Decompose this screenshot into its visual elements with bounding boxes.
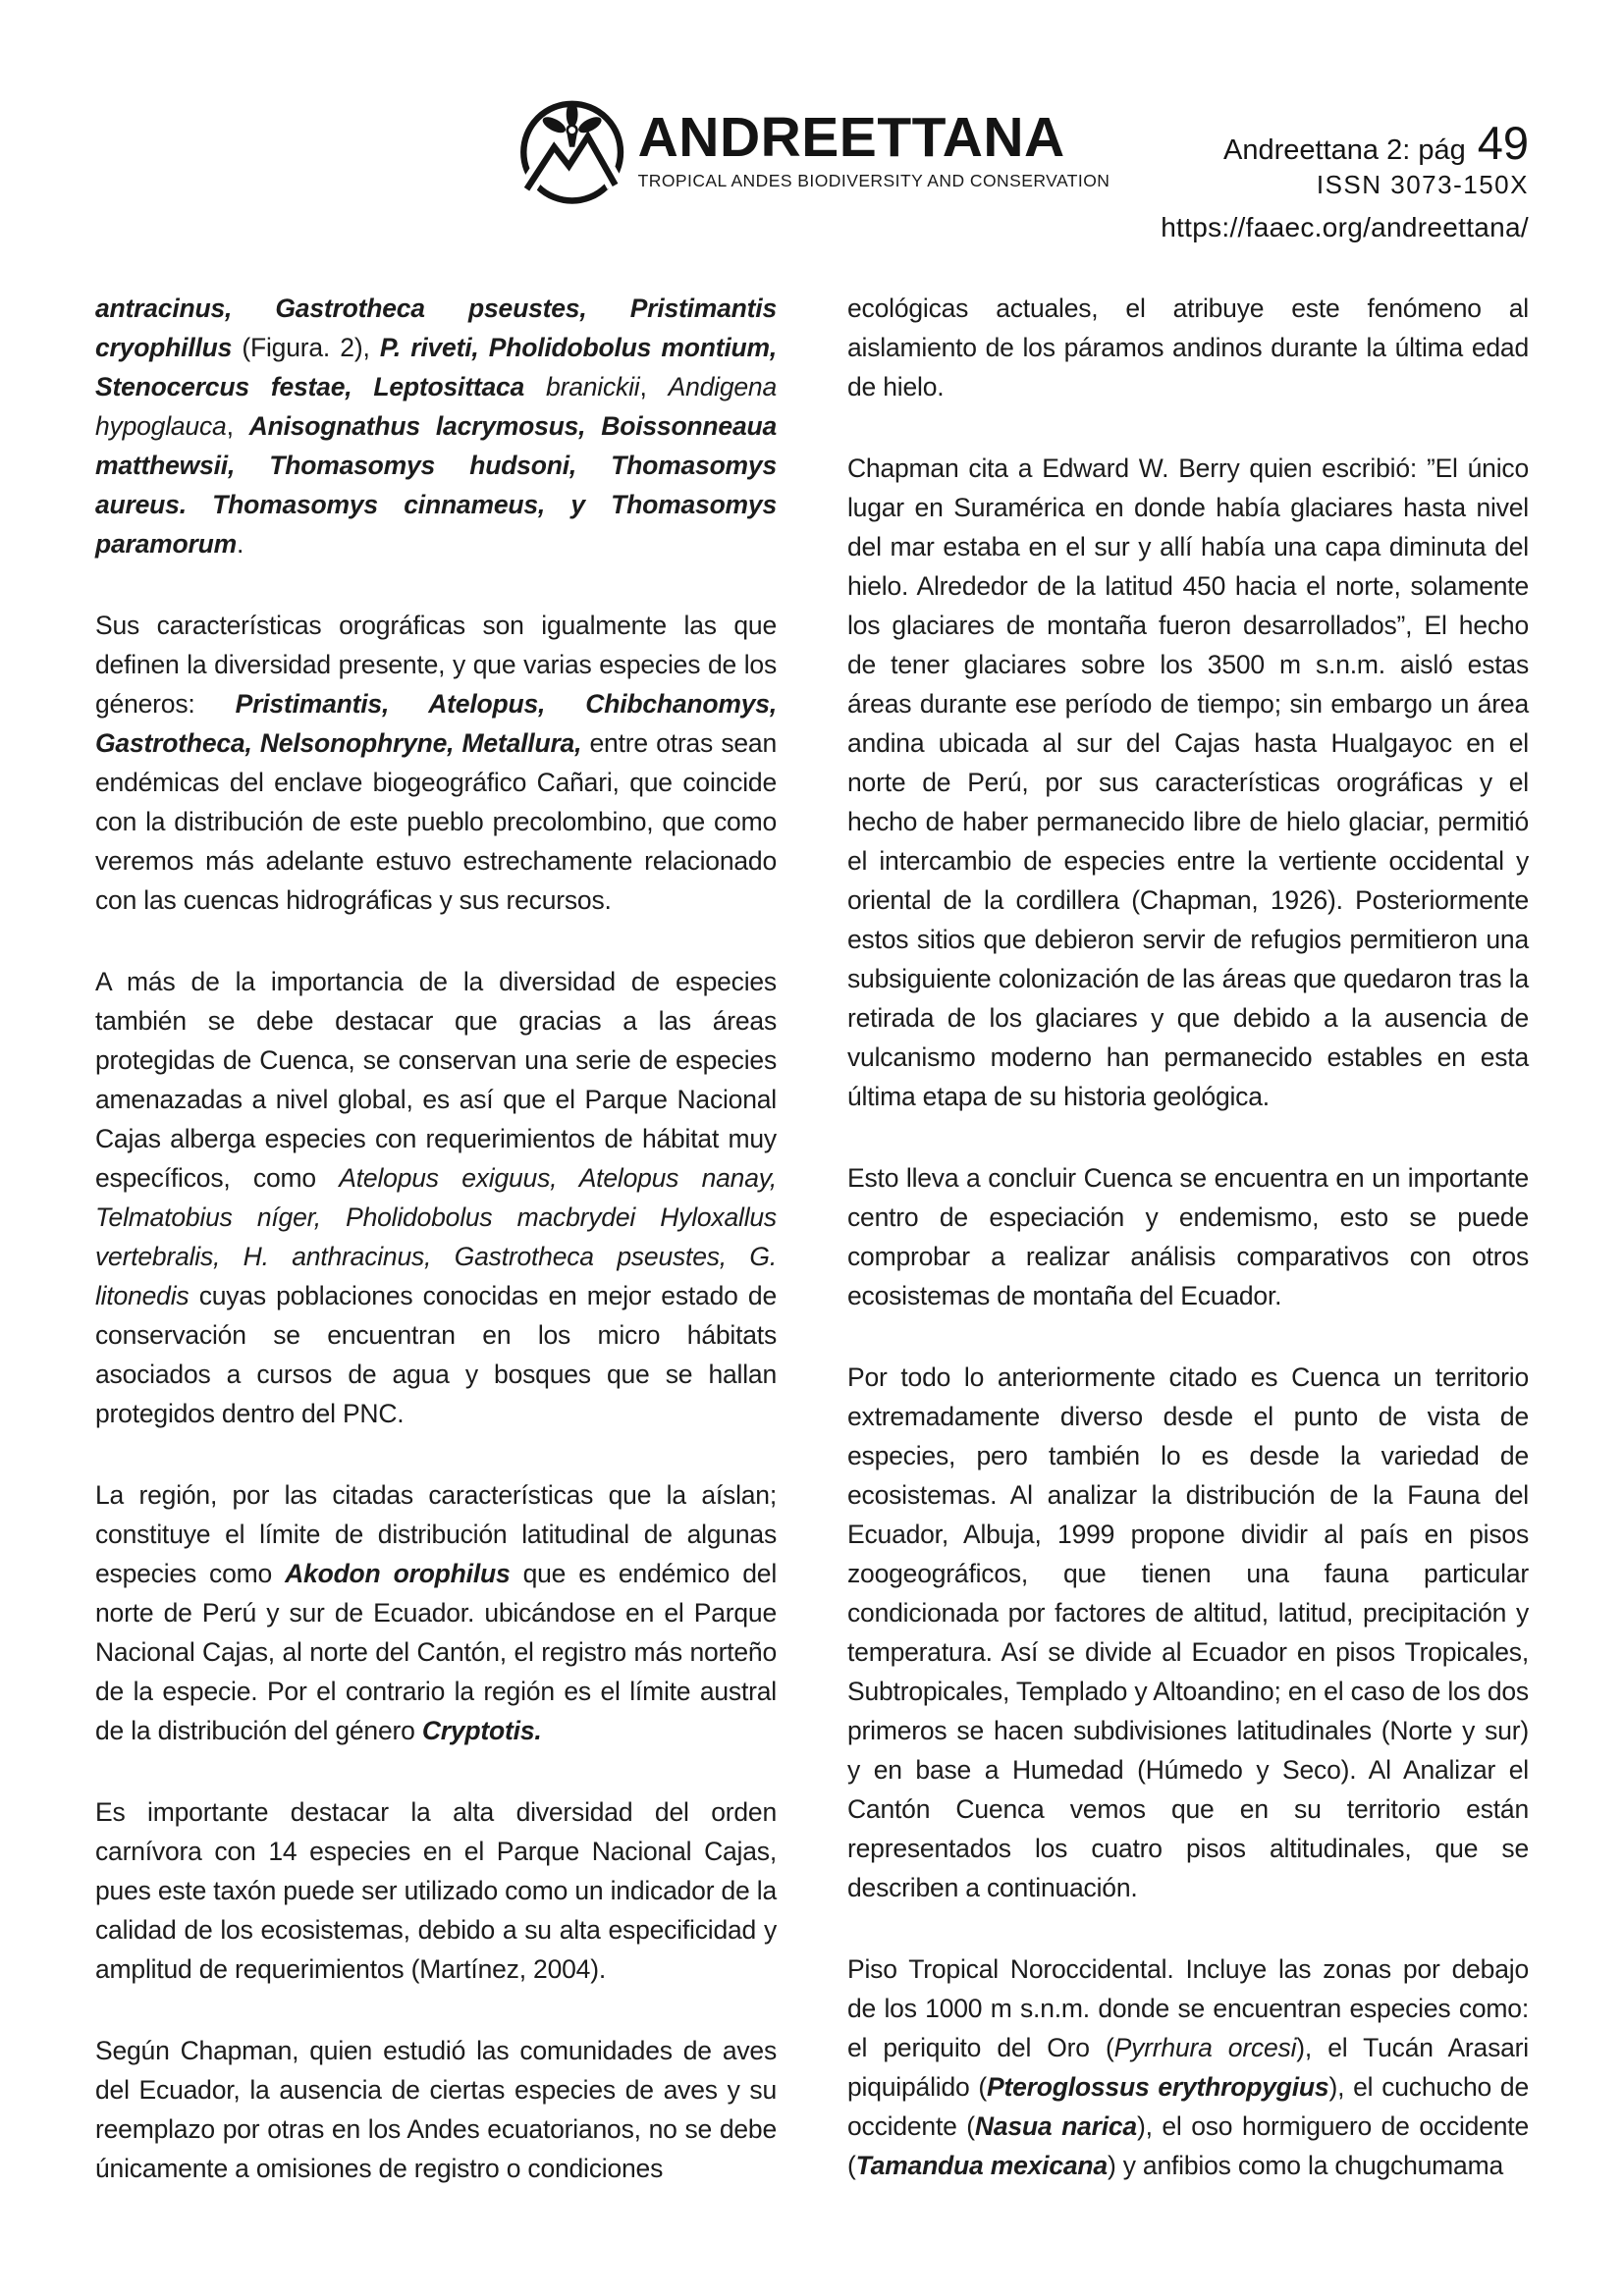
header — [0, 0, 1624, 242]
text-run: entre otras sean endémicas del enclave biogeográfico Cañari, que coincide con la distribución de este pueblo precolombino, que como veremos más adelante estuvo estrechamente relacionado con las cuencas hidrográficas y sus recursos. — [95, 728, 777, 915]
text-run: Pteroglossus erythropygius — [987, 2072, 1329, 2102]
paragraph — [95, 2031, 777, 2188]
paragraph — [847, 289, 1529, 406]
paragraph — [95, 1475, 777, 1750]
text-run: (Figura. 2), — [242, 333, 380, 362]
text-run: , — [639, 372, 669, 401]
text-run: que es endémico del norte de Perú y sur de Ecuador. ubicándose en el Parque Nacional Cajas, al norte del Cantón, el registro más norteño de la especie. Por el contrario la región es el límite austral de la distribución del género — [95, 1559, 778, 1745]
paragraph — [847, 1158, 1529, 1315]
article-body — [0, 289, 1624, 2188]
text-run: cuyas poblaciones conocidas en mejor estado de conservación se encuentran en los micro hábitats asociados a cursos de agua y bosques que se hallan protegidos dentro del PNC. — [95, 1281, 777, 1428]
paragraph — [95, 289, 777, 563]
text-run: ) y anfibios como la chugchumama — [1107, 2151, 1504, 2180]
text-run: A más de la importancia de la diversidad de especies también se debe destacar que gracias a las áreas protegidas de Cuenca, se conservan una serie de especies amenazadas a nivel global, es así que el Parque Nacional Cajas alberga especies con requerimientos de hábitat muy específicos, como — [95, 967, 777, 1193]
text-run: Piso Tropical Noroccidental. Incluye las zonas por debajo de los 1000 m s.n.m. donde se encuentran especies como: el periquito del Oro ( — [847, 1954, 1529, 2062]
text-run: Pyrrhura orcesi — [1113, 2033, 1297, 2062]
text-run: Andigena hypoglauca — [95, 372, 777, 441]
text-run: Por todo lo anteriormente citado es Cuenca un territorio extremadamente diverso desde el punto de vista de especies, pero también lo es desde la variedad de ecosistemas. Al analizar la distribución de la Fauna del Ecuador, Albuja, 1999 propone dividir al país en pisos zoogeográficos, que tienen una fauna particular condicionada por factores de altitud, latitud, precipitación y temperatura. Así se divide al Ecuador en pisos Tropicales, Subtropicales, Templado y Altoandino; en el caso de los dos primeros se hacen subdivisiones latitudinales (Norte y sur) y en base a Humedad (Húmedo y Seco). Al Analizar el Cantón Cuenca vemos que en su territorio están representados los cuatro pisos altitudinales, que se describen a continuación. — [847, 1362, 1529, 1902]
logo-subtitle: TROPICAL ANDES BIODIVERSITY AND CONSERVATION — [637, 170, 1110, 190]
paragraph — [847, 449, 1529, 1116]
text-run: La región, por las citadas características que la aíslan; constituye el límite de distribución latitudinal de algunas especies como — [95, 1480, 777, 1588]
text-run: branickii — [546, 372, 640, 401]
issn-line: ISSN 3073-150X — [1316, 170, 1529, 199]
column-right — [847, 289, 1529, 2188]
journal-logo — [514, 92, 1110, 208]
paragraph — [95, 962, 777, 1433]
journal-url-link[interactable]: https://faaec.org/andreettana/ — [1161, 212, 1529, 242]
text-run: Sus características orográficas son igualmente las que definen la diversidad presente, y que varias especies de los géneros: — [95, 611, 777, 719]
column-left — [95, 289, 777, 2188]
text-run: ), el oso hormiguero de occidente ( — [847, 2111, 1529, 2180]
text-run: Anisognathus lacrymosus, Boissonneaua matthewsii, Thomasomys hudsoni, Thomasomys aureus. Thomasomys cinnameus, y Thomasomys paramorum — [95, 411, 778, 559]
text-run: Según Chapman, quien estudió las comunidades de aves del Ecuador, la ausencia de ciertas especies de aves y su reemplazo por otras en los Andes ecuatorianos, no se debe únicamente a omisiones de registro o condiciones — [95, 2036, 777, 2183]
text-run: , — [226, 411, 249, 441]
text-run: . — [237, 529, 244, 559]
logo-title: ANDREETTANA — [637, 105, 1065, 169]
text-run: Cryptotis. — [421, 1716, 542, 1745]
text-run: Atelopus exiguus, Atelopus nanay, Telmatobius níger, Pholidobolus macbrydei Hyloxallus vertebralis, H. anthracinus, Gastrotheca pseustes, G. litonedis — [95, 1163, 778, 1310]
text-run: Esto lleva a concluir Cuenca se encuentra en un importante centro de especiación y endemismo, esto se puede comprobar a realizar análisis comparativos con otros ecosistemas de montaña del Ecuador. — [847, 1163, 1529, 1310]
text-run: antracinus, Gastrotheca pseustes, Pristimantis cryophillus — [95, 294, 777, 362]
page-number: 49 — [1477, 117, 1529, 169]
text-run: Tamandua mexicana — [855, 2151, 1108, 2180]
header-meta — [1161, 117, 1529, 243]
paragraph — [95, 1792, 777, 1989]
text-run: ), el cuchucho de occidente ( — [847, 2072, 1529, 2141]
text-run: Nasua narica — [974, 2111, 1137, 2141]
text-run: Pristimantis, Atelopus, Chibchanomys, Gastrotheca, Nelsonophryne, Metallura, — [95, 689, 777, 758]
text-run: Akodon orophilus — [285, 1559, 511, 1588]
paragraph — [847, 1358, 1529, 1907]
text-run: ), el Tucán Arasari piquipálido ( — [847, 2033, 1529, 2102]
orchid-mountains-emblem-icon — [514, 92, 630, 208]
issue-label: Andreettana 2: pág — [1223, 134, 1466, 166]
logo-text — [637, 105, 1110, 191]
text-run: Es importante destacar la alta diversidad del orden carnívora con 14 especies en el Parque Nacional Cajas, pues este taxón puede ser utilizado como un indicador de la calidad de los ecosistemas, debido a su alta especificidad y amplitud de requerimientos (Martínez, 2004). — [95, 1797, 777, 1984]
paragraph — [95, 606, 777, 920]
text-run: P. riveti, Pholidobolus montium, Stenocercus festae, Leptosittaca — [95, 333, 777, 401]
paragraph — [847, 1949, 1529, 2185]
text-run: Chapman cita a Edward W. Berry quien escribió: ”El único lugar en Suramérica en donde había glaciares hasta nivel del mar estaba en el sur y allí había una capa diminuta del hielo. Alrededor de la latitud 450 hacia el norte, solamente los glaciares de montaña fueron desarrollados”, El hecho de tener glaciares sobre los 3500 m s.n.m. aisló estas áreas durante ese período de tiempo; sin embargo un área andina ubicada al sur del Cajas hasta Hualgayoc en el norte de Perú, por sus características orográficas y el hecho de haber permanecido libre de hielo glaciar, permitió el intercambio de especies entre la vertiente occidental y oriental de la cordillera (Chapman, 1926). Posteriormente estos sitios que debieron servir de refugios permitieron una subsiguiente colonización de las áreas que quedaron tras la retirada de los glaciares y que debido a la ausencia de vulcanismo moderno han permanecido estables en esta última etapa de su historia geológica. — [847, 454, 1529, 1111]
issue-page-line — [1161, 117, 1529, 169]
text-run: ecológicas actuales, el atribuye este fenómeno al aislamiento de los páramos andinos durante la última edad de hielo. — [847, 294, 1529, 401]
